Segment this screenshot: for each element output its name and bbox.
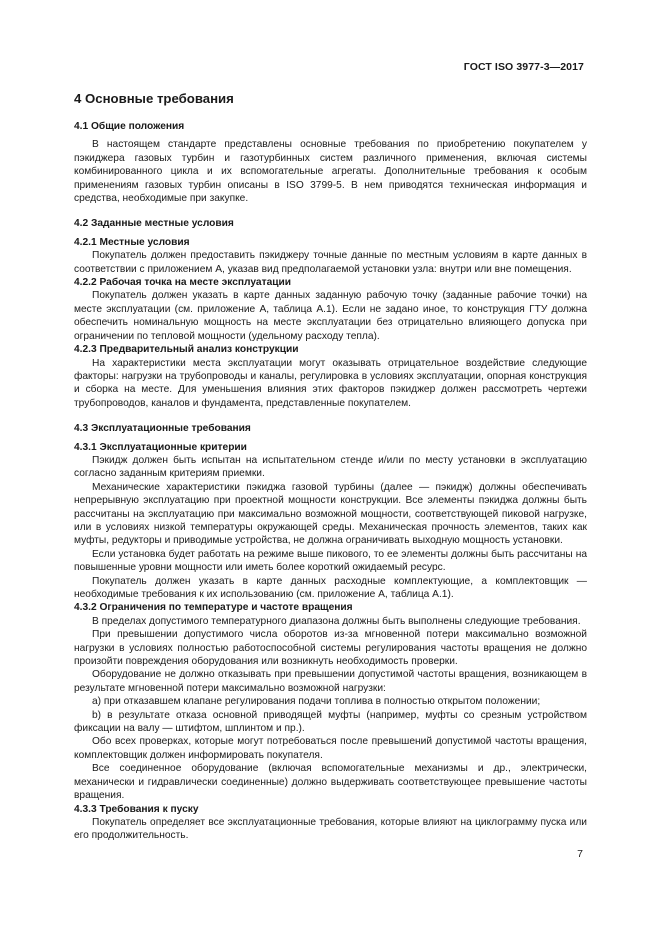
subsection-heading-4-1: 4.1 Общие положения xyxy=(74,121,185,132)
clause-heading-4-3-3: 4.3.3 Требования к пуску xyxy=(74,803,199,815)
paragraph: В пределах допустимого температурного диапазона должны быть выполнены следующие требования. xyxy=(92,615,581,627)
clause-heading-4-3-1: 4.3.1 Эксплуатационные критерии xyxy=(74,441,247,453)
paragraph: Покупатель должен указать в карте данных расходные комплектующие, а комплектовщик — необходимые требования к их использованию (см. приложение А, таблица А.1). xyxy=(74,575,587,600)
clause-heading-4-3-2: 4.3.2 Ограничения по температуре и частоте вращения xyxy=(74,602,353,614)
paragraph: Если установка будет работать на режиме выше пикового, то ее элементы должны быть рассчитаны на повышенные уровни мощности или иметь более короткий ожидаемый ресурс. xyxy=(74,548,587,574)
paragraph: Пэкидж должен быть испытан на испытательном стенде и/или по месту установки в эксплуатацию согласно заданным критериям приемки. xyxy=(74,454,587,480)
section-title: 4 Основные требования xyxy=(74,91,234,106)
paragraph: В настоящем стандарте представлены основные требования по приобретению покупателем у пэкиджера газовых турбин и газотурбинных систем различного применения, включая системы комбинированного цикла и их вспомогательные агрегаты. Дополнительные требования к особым применениям газовых турбин описаны в ISO 3799-5. В нем приводятся техническая информация и средства, необходимые при закупке. xyxy=(74,139,587,205)
paragraph: Все соединенное оборудование (включая вспомогательные механизмы и др., электрически, механически и гидравлически соединенные) должно выдерживать соответствующее превышение частоты вращения. xyxy=(74,763,587,802)
paragraph: При превышении допустимого числа оборотов из-за мгновенной потери максимально возможной нагрузки в условиях полностью работоспособной системы регулирования частоты вращения не должно произойти повреждения оборудования или возникнуть необходимость проверки. xyxy=(74,629,587,668)
subsection-heading-4-2: 4.2 Заданные местные условия xyxy=(74,218,234,230)
paragraph: Покупатель должен указать в карте данных заданную рабочую точку (заданные рабочие точки) на месте эксплуатации (см. приложение А, таблица А.1). Если не задано иное, то конструкция ГТУ должна обеспечить номинальную мощность на месте эксплуатации без отрицательно влияющего допуска при ограничении по тепловой мощности (удельному расходу тепла). xyxy=(74,290,587,342)
paragraph: Обо всех проверках, которые могут потребоваться после превышений допустимой частоты вращения, комплектовщик должен информировать покупателя. xyxy=(74,736,587,761)
page-content xyxy=(74,91,587,843)
page-number: 7 xyxy=(577,848,583,860)
paragraph: На характеристики места эксплуатации могут оказывать отрицательное воздействие следующие факторы: нагрузки на трубопроводы и каналы, регулировка в условиях эксплуатации, опорная конструкция и сборка на месте. Для уменьшения влияния этих факторов пэкиджер должен рассмотреть чертежи трубопроводов, каналов и фундамента, представленные покупателем. xyxy=(74,357,587,409)
paragraph: Покупатель должен предоставить пэкиджеру точные данные по местным условиям в карте данных в соответствии с приложением А, указав вид предполагаемой установки узла: внутри или вне помещения. xyxy=(74,250,587,275)
subsection-heading-4-3: 4.3 Эксплуатационные требования xyxy=(74,423,251,435)
clause-heading-4-2-1: 4.2.1 Местные условия xyxy=(74,236,190,248)
list-item: а) при отказавшем клапане регулирования подачи топлива в полностью открытом положении; xyxy=(92,696,541,708)
clause-heading-4-2-3: 4.2.3 Предварительный анализ конструкции xyxy=(74,344,299,356)
paragraph: Покупатель определяет все эксплуатационные требования, которые влияют на циклограмму пуска или его продолжительность. xyxy=(74,816,587,842)
list-item: b) в результате отказа основной приводящей муфты (например, муфты со срезным устройством фиксации на валу — штифтом, шплинтом и пр.). xyxy=(74,709,587,735)
standard-code: ГОСТ ISO 3977-3—2017 xyxy=(463,61,584,73)
clause-heading-4-2-2: 4.2.2 Рабочая точка на месте эксплуатации xyxy=(74,277,292,289)
paragraph: Механические характеристики пэкиджа газовой турбины (далее — пэкидж) должны обеспечивать непрерывную эксплуатацию при проектной мощности конструкции. Все элементы пэкиджа должны быть рассчитаны на эксплуатацию при максимально возможной мощности, соответствующей пиковой нагрузке, или в условиях низкой температуры окружающей среды. Механическая прочность элементов, таких как муфты, редукторы и приводимые устройства, не должна ограничивать выходную мощность установки. xyxy=(74,481,587,547)
paragraph: Оборудование не должно отказывать при превышении допустимой частоты вращения, возникающем в результате мгновенной потери максимально возможной нагрузки: xyxy=(74,669,587,694)
